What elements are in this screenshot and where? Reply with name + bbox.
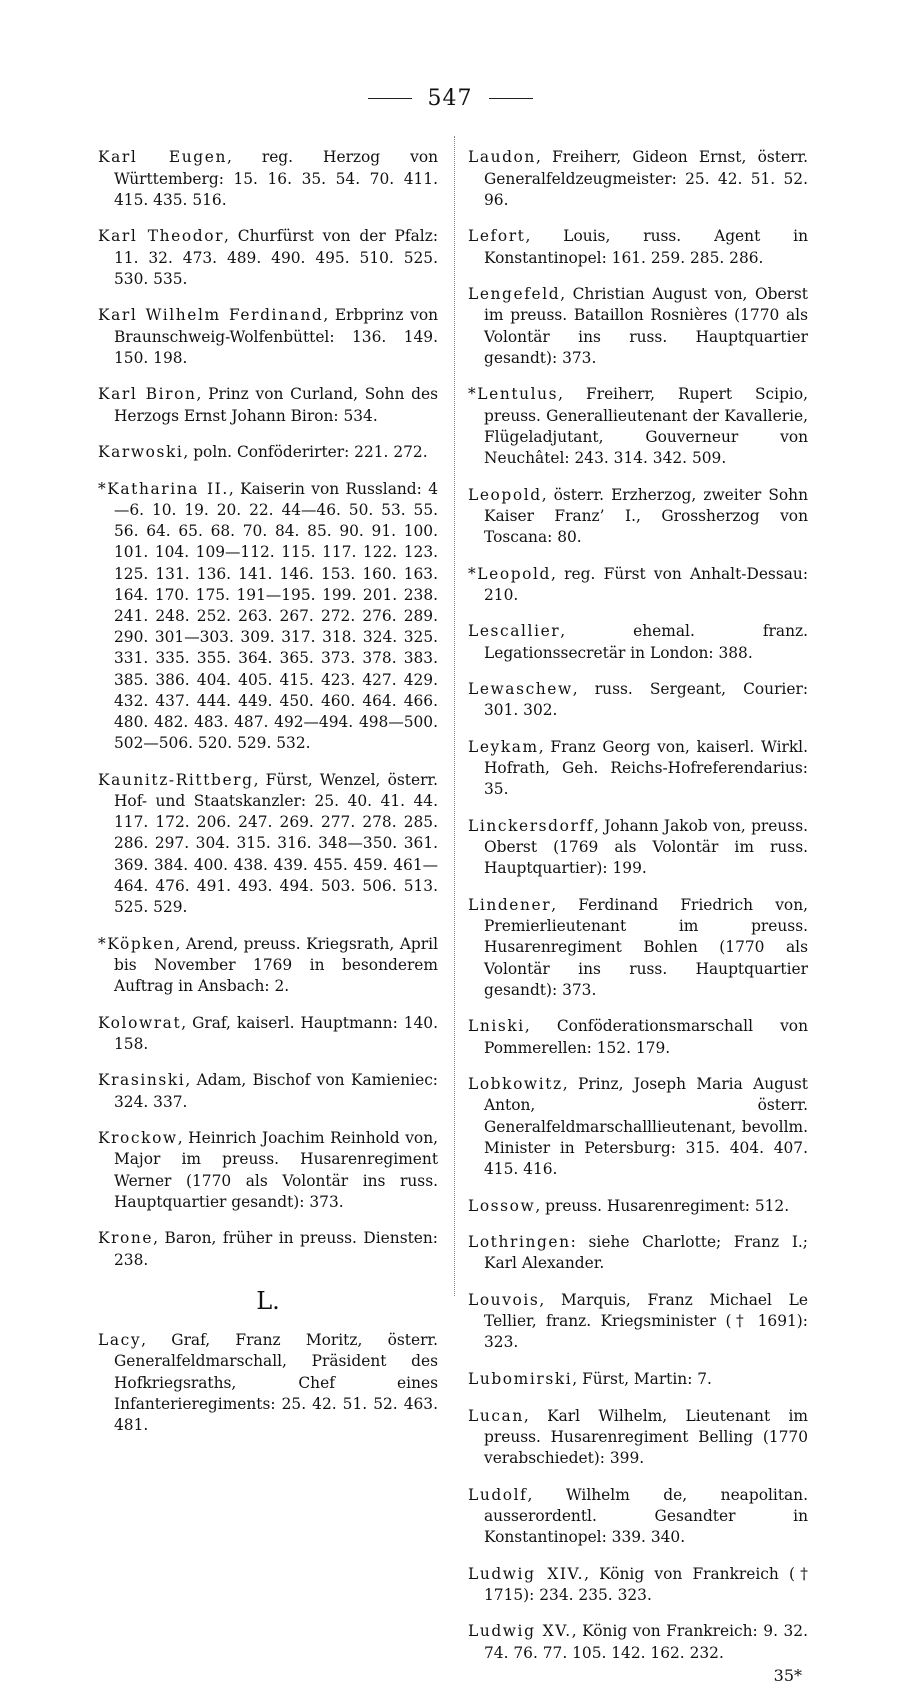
entry-name: Ludolf: [468, 1485, 528, 1504]
entry-name: Lossow: [468, 1196, 536, 1215]
entry-text: , Prinz von Curland, Sohn des Herzogs Ernst Johann Biron: 534.: [114, 385, 438, 425]
index-entry: [468, 564, 808, 606]
index-entry: [98, 1128, 438, 1213]
index-entry: [468, 679, 808, 721]
index-entry: [468, 1074, 808, 1180]
index-entry: [98, 1013, 438, 1055]
index-entry: [468, 284, 808, 369]
entry-name: Karl Biron: [98, 385, 197, 404]
index-entry: [468, 1564, 808, 1606]
entry-text: , russ. Sergeant, Courier: 301. 302.: [484, 680, 808, 720]
entry-name: Lindener: [468, 895, 552, 914]
entry-text: , Wilhelm de, neapolitan. ausserordentl. Gesandter in Konstantinopel: 339. 340.: [484, 1485, 808, 1546]
index-entry: [468, 1232, 808, 1274]
header-rule-left: [368, 98, 412, 99]
entry-name: Krasinski: [98, 1071, 186, 1090]
index-entry: [98, 384, 438, 426]
entry-text: , Louis, russ. Agent in Konstantinopel: 161. 259. 285. 286.: [484, 227, 808, 267]
entry-name: Lewaschew: [468, 680, 573, 699]
entry-text: , österr. Erzherzog, zweiter Sohn Kaiser Franz’ I., Grossherzog von Toscana: 80.: [484, 485, 808, 546]
index-entry: [468, 226, 808, 268]
entry-name: Lengefeld: [468, 285, 561, 304]
entry-name: Laudon: [468, 148, 536, 167]
index-entry: [468, 895, 808, 1001]
index-entry: [98, 934, 438, 998]
index-entry: [98, 1228, 438, 1270]
entry-text: , Graf, kaiserl. Hauptmann: 140. 158.: [114, 1013, 438, 1053]
entry-text: , Karl Wilhelm, Lieutenant im preuss. Husarenregiment Belling (1770 verabschiedet): 399.: [484, 1406, 808, 1467]
entry-name: Kolowrat: [98, 1013, 182, 1032]
entry-name: Lniski: [468, 1017, 525, 1036]
index-entry: [98, 442, 438, 463]
index-entry: [468, 1016, 808, 1058]
index-entry: [468, 816, 808, 880]
index-entry: [468, 1485, 808, 1549]
index-entry: [468, 737, 808, 801]
entry-text: , Arend, preuss. Kriegsrath, April bis November 1769 in besonderem Auftrag in Ansbach: 2.: [114, 934, 438, 996]
entry-text: , Christian August von, Oberst im preuss. Bataillon Rosnières (1770 als Volontär ins russ. Hauptquartier gesandt): 373.: [484, 285, 808, 367]
header-rule-right: [489, 98, 533, 99]
entry-name: Krone: [98, 1229, 154, 1248]
index-entry: [468, 1406, 808, 1470]
entry-name: Krockow: [98, 1129, 178, 1148]
entry-text: , Marquis, Franz Michael Le Tellier, franz. Kriegsminister († 1691): 323.: [484, 1290, 808, 1352]
entry-name: *Leopold: [468, 564, 551, 583]
entry-text: , König von Frankreich († 1715): 234. 235. 323.: [484, 1564, 808, 1604]
entry-name: Lothringen: [468, 1233, 571, 1252]
entry-name: Karwoski: [98, 443, 184, 462]
entry-text: , Fürst, Martin: 7.: [572, 1369, 712, 1388]
index-entry: [98, 1070, 438, 1112]
entry-text: : siehe Charlotte; Franz I.; Karl Alexander.: [484, 1233, 808, 1273]
entry-text: , Kaiserin von Russland: 4—6. 10. 19. 20. 22. 44—46. 50. 53. 55. 56. 64. 65. 68. 70. 84. 85. 90. 91. 100. 101. 104. 109—112. 115. 117. 122. 123. 125. 131. 136. 141. 146. 153. 160. 163. 164. 170. 175. 191—195. 199. 201. 238. 241. 248. 252. 263. 267. 272. 276. 289. 290. 301—303. 309. 317. 318. 324. 325. 331. 335. 355. 364. 365. 373. 378. 383. 385. 386. 404. 405. 415. 423. 427. 429. 432. 437. 444. 449. 450. 460. 464. 466. 480. 482. 483. 487. 492—494. 498—500. 502—506. 520. 529. 532.: [114, 479, 438, 753]
right-column: [468, 132, 808, 1685]
index-columns: [98, 132, 808, 1685]
entry-text: , Heinrich Joachim Reinhold von, Major im preuss. Husarenregiment Werner (1770 als Volontär ins russ. Hauptquartier gesandt): 373.: [114, 1129, 438, 1211]
entry-name: Ludwig XV.: [468, 1622, 572, 1641]
index-entry: [468, 1290, 808, 1354]
entry-name: Leopold: [468, 485, 542, 504]
index-entry: [98, 147, 438, 211]
entry-name: Louvois: [468, 1290, 540, 1309]
entry-name: Lacy: [98, 1331, 142, 1350]
entry-text: , Adam, Bischof von Kamieniec: 324. 337.: [114, 1071, 438, 1111]
index-entry: [468, 621, 808, 663]
left-column: [98, 132, 438, 1685]
entry-text: , Franz Georg von, kaiserl. Wirkl. Hofrath, Geh. Reichs-Hofreferendarius: 35.: [484, 737, 808, 799]
index-entry: [98, 305, 438, 369]
entry-name: *Katharina II.: [98, 479, 229, 498]
signature-mark: 35*: [773, 1665, 802, 1685]
entry-text: , Graf, Franz Moritz, österr. Generalfeldmarschall, Präsident des Hofkriegsraths, Chef eines Infanterieregiments: 25. 42. 51. 52. 463. 481.: [114, 1331, 438, 1435]
entry-text: , poln. Conföderirter: 221. 272.: [183, 443, 428, 462]
entry-text: , ehemal. franz. Legationssecretär in London: 388.: [484, 622, 808, 662]
entry-text: , Johann Jakob von, preuss. Oberst (1769 als Volontär im russ. Hauptquartier): 199.: [484, 816, 808, 878]
index-entry: [98, 1330, 438, 1436]
index-entry: [468, 147, 808, 211]
entry-text: , Erbprinz von Braunschweig-Wolfenbüttel: 136. 149. 150. 198.: [114, 306, 438, 367]
entry-name: Lescallier: [468, 622, 561, 641]
entry-text: , Freiherr, Rupert Scipio, preuss. Generallieutenant der Kavallerie, Flügeladjutant, Gouverneur von Neuchâtel: 243. 314. 342. 509.: [484, 385, 808, 467]
entry-name: Ludwig XIV.: [468, 1564, 585, 1583]
entry-text: , Fürst, Wenzel, österr. Hof- und Staatskanzler: 25. 40. 41. 44. 117. 172. 206. 247. 269. 277. 278. 285. 286. 297. 304. 315. 316. 348—350. 361. 369. 384. 400. 438. 439. 455. 459. 461—464. 476. 491. 493. 494. 503. 506. 513. 525. 529.: [114, 770, 438, 917]
index-entry: [468, 384, 808, 469]
entry-text: , preuss. Husarenregiment: 512.: [535, 1196, 790, 1215]
entry-name: Lefort: [468, 227, 526, 246]
entry-text: , Baron, früher in preuss. Diensten: 238.: [114, 1229, 438, 1269]
entry-name: Lucan: [468, 1406, 524, 1425]
page-number: 547: [427, 86, 473, 111]
entry-text: , König von Frankreich: 9. 32. 74. 76. 77. 105. 142. 162. 232.: [484, 1622, 808, 1662]
entry-name: Karl Eugen: [98, 148, 227, 167]
entry-name: *Lentulus: [468, 385, 559, 404]
page-header: [0, 86, 900, 111]
entry-text: , Prinz, Joseph Maria August Anton, österr. Generalfeldmarschalllieutenant, bevollm. Minister in Petersburg: 315. 404. 407. 415. 416.: [484, 1075, 808, 1178]
entry-text: , Freiherr, Gideon Ernst, österr. Generalfeldzeugmeister: 25. 42. 51. 52. 96.: [484, 148, 808, 209]
index-entry: [98, 479, 438, 755]
entry-text: , reg. Fürst von Anhalt-Dessau: 210.: [484, 564, 808, 604]
entry-text: , Conföderationsmarschall von Pommerellen: 152. 179.: [484, 1017, 808, 1057]
entry-text: , reg. Herzog von Württemberg: 15. 16. 35. 54. 70. 411. 415. 435. 516.: [114, 148, 439, 209]
entry-name: Leykam: [468, 737, 539, 756]
section-letter: L.: [256, 1286, 280, 1315]
entry-text: , Churfürst von der Pfalz: 11. 32. 473. 489. 490. 495. 510. 525. 530. 535.: [114, 227, 438, 288]
index-entry: [468, 1621, 808, 1663]
index-entry: [98, 770, 438, 918]
index-entry: [468, 485, 808, 549]
entry-name: Karl Theodor: [98, 227, 225, 246]
entry-name: Kaunitz-Rittberg: [98, 770, 254, 789]
index-entry: [98, 226, 438, 290]
entry-name: Karl Wilhelm Ferdinand: [98, 306, 324, 325]
index-entry: [468, 1369, 808, 1390]
index-entry: [468, 1196, 808, 1217]
entry-name: Linckersdorff: [468, 816, 595, 835]
entry-name: Lobkowitz: [468, 1075, 563, 1094]
entry-name: *Köpken: [98, 934, 176, 953]
entry-text: , Ferdinand Friedrich von, Premierlieutenant im preuss. Husarenregiment Bohlen (1770 als Volontär ins russ. Hauptquartier gesandt): 373.: [484, 895, 808, 999]
entry-name: Lubomirski: [468, 1369, 573, 1388]
